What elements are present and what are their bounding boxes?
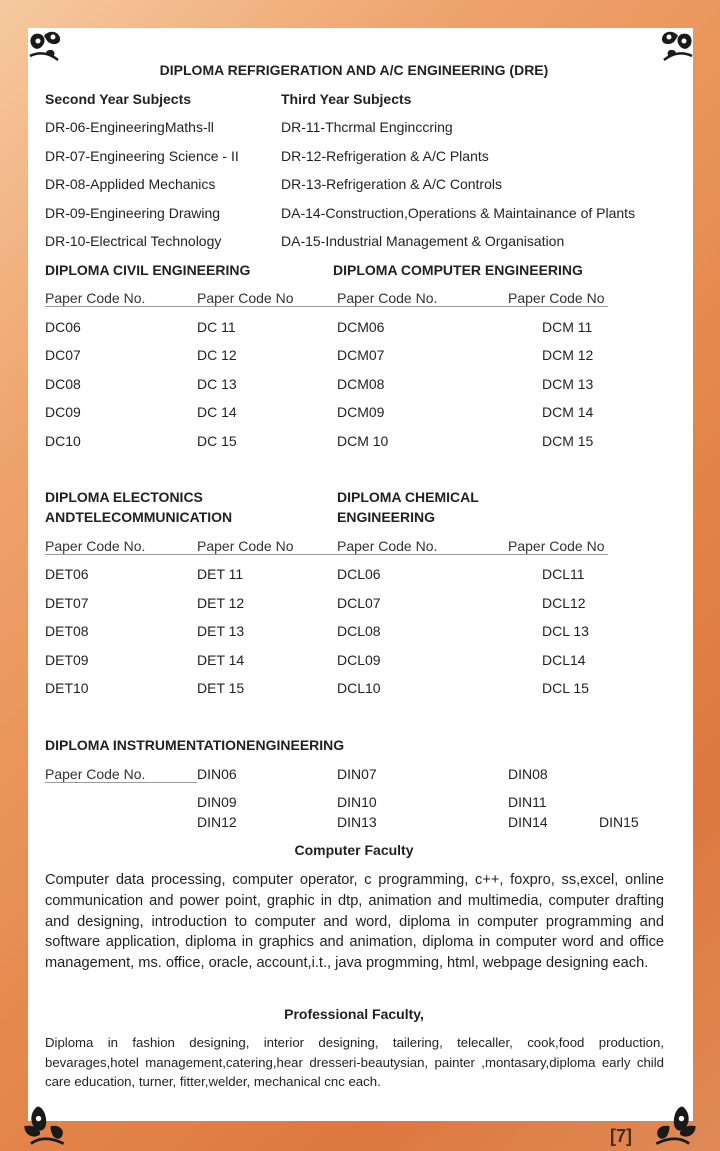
page-number: [7] (610, 1126, 632, 1146)
table-cell: DCM08 (337, 376, 385, 392)
table-cell: DCL12 (542, 595, 586, 611)
table-cell: DIN15 (599, 814, 639, 830)
list-item: DA-14-Construction,Operations & Maintainance of Plants (281, 205, 636, 221)
table-cell: DCM 15 (542, 433, 594, 449)
list-item: DR-12-Refrigeration & A/C Plants (281, 148, 489, 164)
table-cell: DCM07 (337, 347, 385, 363)
table-cell: DCM 10 (337, 433, 389, 449)
professional-faculty-text: Diploma in fashion designing, interior designing, tailering, telecaller, cook,food production, bevarages,hotel management,catering,hear dresseri-beautysian, painter ,montasary,diploma early child care education, turner, fitter,welder, mechanical cnc each. (45, 1035, 664, 1089)
computer-faculty-text: Computer data processing, computer operator, c programming, c++, foxpro, ss,excel, online communication and power point, graphic in dtp, animation and multimedia, computer drafting and designing, introduction to computer and word, diploma in computer programming and software application, diploma in graphics and animation, diploma in computer word and office management, ms. office, oracle, account,i.t., java progmming, html, webpage designing each. (45, 872, 664, 972)
table-cell: DET10 (45, 680, 89, 696)
chemical-title: DIPLOMA CHEMICAL (337, 489, 479, 505)
third-year-heading: Third Year Subjects (281, 91, 412, 107)
floral-ornament-icon (20, 1100, 68, 1148)
table-cell: DC07 (45, 347, 81, 363)
list-item: DR-10-Electrical Technology (45, 233, 222, 249)
column-header: Paper Code No. (45, 766, 146, 782)
table-cell: DCM 14 (542, 404, 594, 420)
table-cell: DC09 (45, 404, 81, 420)
floral-ornament-icon (652, 1100, 700, 1148)
table-cell: DC 11 (197, 319, 236, 335)
table-cell: DCL11 (542, 566, 585, 582)
dre-title: DIPLOMA REFRIGERATION AND A/C ENGINEERING (DRE) (159, 62, 549, 78)
table-cell: DC 14 (197, 404, 237, 420)
table-cell: DC08 (45, 376, 81, 392)
table-cell: DIN06 (197, 766, 237, 782)
table-cell: DIN13 (337, 814, 377, 830)
table-cell: DIN10 (337, 794, 377, 810)
header-rule (45, 306, 608, 307)
table-cell: DCL06 (337, 566, 381, 582)
table-cell: DET 14 (197, 652, 245, 668)
table-cell: DIN09 (197, 794, 237, 810)
civil-title: DIPLOMA CIVIL ENGINEERING (45, 262, 251, 278)
column-header: Paper Code No. (45, 290, 146, 306)
column-header: Paper Code No (508, 290, 605, 306)
list-item: DR-06-EngineeringMaths-ll (45, 119, 214, 135)
table-cell: DCL08 (337, 623, 381, 639)
table-cell: DIN14 (508, 814, 548, 830)
column-header: Paper Code No. (337, 290, 438, 306)
table-cell: DCL14 (542, 652, 586, 668)
table-cell: DIN11 (508, 794, 547, 810)
chemical-title-line2: ENGINEERING (337, 509, 436, 525)
table-cell: DC 12 (197, 347, 237, 363)
table-cell: DC06 (45, 319, 81, 335)
table-cell: DC 13 (197, 376, 237, 392)
header-rule (45, 554, 608, 555)
table-cell: DET07 (45, 595, 89, 611)
list-item: DR-08-Applided Mechanics (45, 176, 216, 192)
table-cell: DCL 15 (542, 680, 589, 696)
table-cell: DET 12 (197, 595, 245, 611)
table-cell: DET 15 (197, 680, 245, 696)
instrumentation-title: DIPLOMA INSTRUMENTATIONENGINEERING (45, 737, 345, 753)
table-cell: DCL07 (337, 595, 381, 611)
list-item: DA-15-Industrial Management & Organisation (281, 233, 565, 249)
table-cell: DC10 (45, 433, 81, 449)
electronics-title: DIPLOMA ELECTONICS (45, 489, 203, 505)
column-header: Paper Code No. (45, 538, 146, 554)
computer-title: DIPLOMA COMPUTER ENGINEERING (333, 262, 583, 278)
table-cell: DCM 12 (542, 347, 594, 363)
table-cell: DET 11 (197, 566, 244, 582)
second-year-heading: Second Year Subjects (45, 91, 192, 107)
table-cell: DCL09 (337, 652, 381, 668)
table-cell: DET06 (45, 566, 89, 582)
table-cell: DCL10 (337, 680, 381, 696)
list-item: DR-07-Engineering Science - II (45, 148, 239, 164)
list-item: DR-13-Refrigeration & A/C Controls (281, 176, 502, 192)
computer-faculty-title: Computer Faculty (294, 842, 414, 858)
table-cell: DET 13 (197, 623, 245, 639)
column-header: Paper Code No (197, 538, 294, 554)
table-cell: DC 15 (197, 433, 237, 449)
table-cell: DIN12 (197, 814, 237, 830)
electronics-title-line2: ANDTELECOMMUNICATION (45, 509, 233, 525)
table-cell: DIN08 (508, 766, 548, 782)
professional-faculty-title: Professional Faculty, (284, 1006, 424, 1022)
list-item: DR-11-Thcrmal Enginccring (281, 119, 453, 135)
header-rule (45, 782, 197, 783)
column-header: Paper Code No (508, 538, 605, 554)
table-cell: DET08 (45, 623, 89, 639)
list-item: DR-09-Engineering Drawing (45, 205, 221, 221)
table-cell: DCM06 (337, 319, 385, 335)
table-cell: DCM09 (337, 404, 385, 420)
table-cell: DCM 11 (542, 319, 593, 335)
table-cell: DCL 13 (542, 623, 589, 639)
column-header: Paper Code No (197, 290, 294, 306)
table-cell: DET09 (45, 652, 89, 668)
column-header: Paper Code No. (337, 538, 438, 554)
table-cell: DCM 13 (542, 376, 594, 392)
table-cell: DIN07 (337, 766, 377, 782)
